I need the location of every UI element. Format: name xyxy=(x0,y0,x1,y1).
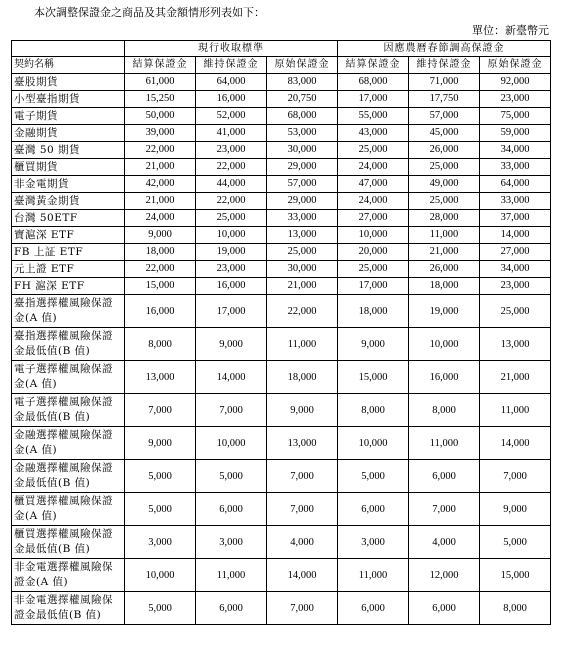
value-cell: 19,000 xyxy=(196,244,267,261)
value-cell: 34,000 xyxy=(480,261,551,278)
value-cell: 11,000 xyxy=(409,227,480,244)
table-row xyxy=(12,210,551,227)
table-row xyxy=(12,493,551,526)
value-cell: 55,000 xyxy=(338,108,409,125)
value-cell: 6,000 xyxy=(338,493,409,526)
value-cell: 27,000 xyxy=(338,210,409,227)
contract-name: 非金電期貨 xyxy=(12,176,125,193)
value-cell: 9,000 xyxy=(196,328,267,361)
value-cell: 3,000 xyxy=(125,526,196,559)
value-cell: 25,000 xyxy=(409,193,480,210)
table-row xyxy=(12,295,551,328)
contract-name: 金融選擇權風險保證金(A 值) xyxy=(12,427,125,460)
value-cell: 10,000 xyxy=(338,227,409,244)
contract-name: 臺股期貨 xyxy=(12,74,125,91)
value-cell: 25,000 xyxy=(338,261,409,278)
value-cell: 9,000 xyxy=(267,394,338,427)
value-cell: 17,000 xyxy=(196,295,267,328)
unit-label: 單位：新臺幣元 xyxy=(472,24,549,37)
contract-name: 金融期貨 xyxy=(12,125,125,142)
group-header-blank xyxy=(12,41,125,57)
value-cell: 11,000 xyxy=(196,559,267,592)
value-cell: 23,000 xyxy=(480,91,551,108)
column-header-row xyxy=(12,57,551,74)
value-cell: 14,000 xyxy=(267,559,338,592)
contract-name: 小型臺指期貨 xyxy=(12,91,125,108)
value-cell: 21,000 xyxy=(125,193,196,210)
table-row xyxy=(12,394,551,427)
column-header: 維持保證金 xyxy=(196,57,267,74)
value-cell: 14,000 xyxy=(480,227,551,244)
value-cell: 11,000 xyxy=(267,328,338,361)
value-cell: 11,000 xyxy=(338,559,409,592)
value-cell: 24,000 xyxy=(125,210,196,227)
value-cell: 7,000 xyxy=(480,460,551,493)
column-header: 維持保證金 xyxy=(409,57,480,74)
value-cell: 33,000 xyxy=(267,210,338,227)
column-header: 原始保證金 xyxy=(480,57,551,74)
value-cell: 9,000 xyxy=(480,493,551,526)
value-cell: 22,000 xyxy=(267,295,338,328)
value-cell: 6,000 xyxy=(196,592,267,625)
value-cell: 6,000 xyxy=(409,592,480,625)
column-header: 原始保證金 xyxy=(267,57,338,74)
value-cell: 7,000 xyxy=(125,394,196,427)
table-row xyxy=(12,592,551,625)
value-cell: 16,000 xyxy=(196,278,267,295)
value-cell: 23,000 xyxy=(480,278,551,295)
value-cell: 59,000 xyxy=(480,125,551,142)
value-cell: 16,000 xyxy=(196,91,267,108)
intro-text: 本次調整保證金之商品及其金額情形列表如下： xyxy=(34,6,265,19)
value-cell: 44,000 xyxy=(196,176,267,193)
value-cell: 71,000 xyxy=(409,74,480,91)
value-cell: 10,000 xyxy=(409,328,480,361)
contract-name: 金融選擇權風險保證金最低值(B 值) xyxy=(12,460,125,493)
value-cell: 16,000 xyxy=(125,295,196,328)
table-row xyxy=(12,261,551,278)
value-cell: 8,000 xyxy=(409,394,480,427)
group-header-row xyxy=(12,41,551,57)
value-cell: 4,000 xyxy=(267,526,338,559)
table-row xyxy=(12,108,551,125)
value-cell: 10,000 xyxy=(196,427,267,460)
value-cell: 18,000 xyxy=(338,295,409,328)
value-cell: 24,000 xyxy=(338,193,409,210)
value-cell: 7,000 xyxy=(409,493,480,526)
value-cell: 11,000 xyxy=(409,427,480,460)
value-cell: 23,000 xyxy=(196,142,267,159)
contract-name: 臺灣黃金期貨 xyxy=(12,193,125,210)
value-cell: 25,000 xyxy=(267,244,338,261)
value-cell: 25,000 xyxy=(480,295,551,328)
value-cell: 50,000 xyxy=(125,108,196,125)
value-cell: 68,000 xyxy=(338,74,409,91)
value-cell: 13,000 xyxy=(125,361,196,394)
contract-name: 非金電選擇權風險保證金(A 值) xyxy=(12,559,125,592)
value-cell: 27,000 xyxy=(480,244,551,261)
value-cell: 13,000 xyxy=(480,328,551,361)
column-header: 結算保證金 xyxy=(338,57,409,74)
contract-name: FH 滬深 ETF xyxy=(12,278,125,295)
value-cell: 3,000 xyxy=(196,526,267,559)
table-row xyxy=(12,460,551,493)
value-cell: 29,000 xyxy=(267,159,338,176)
value-cell: 15,000 xyxy=(338,361,409,394)
value-cell: 43,000 xyxy=(338,125,409,142)
value-cell: 5,000 xyxy=(125,592,196,625)
value-cell: 24,000 xyxy=(338,159,409,176)
value-cell: 22,000 xyxy=(125,142,196,159)
value-cell: 14,000 xyxy=(480,427,551,460)
value-cell: 18,000 xyxy=(267,361,338,394)
value-cell: 25,000 xyxy=(338,142,409,159)
value-cell: 21,000 xyxy=(409,244,480,261)
value-cell: 33,000 xyxy=(480,159,551,176)
value-cell: 5,000 xyxy=(196,460,267,493)
value-cell: 6,000 xyxy=(338,592,409,625)
contract-name: 臺灣 50 期貨 xyxy=(12,142,125,159)
value-cell: 9,000 xyxy=(125,427,196,460)
value-cell: 7,000 xyxy=(267,493,338,526)
value-cell: 10,000 xyxy=(196,227,267,244)
table-row xyxy=(12,91,551,108)
value-cell: 11,000 xyxy=(480,394,551,427)
value-cell: 39,000 xyxy=(125,125,196,142)
value-cell: 22,000 xyxy=(125,261,196,278)
contract-name: 元上證 ETF xyxy=(12,261,125,278)
table-row xyxy=(12,559,551,592)
table-row xyxy=(12,193,551,210)
contract-name: 臺指選擇權風險保證金最低值(B 值) xyxy=(12,328,125,361)
value-cell: 26,000 xyxy=(409,142,480,159)
value-cell: 6,000 xyxy=(409,460,480,493)
table-row xyxy=(12,278,551,295)
value-cell: 15,250 xyxy=(125,91,196,108)
value-cell: 53,000 xyxy=(267,125,338,142)
value-cell: 22,000 xyxy=(196,159,267,176)
value-cell: 42,000 xyxy=(125,176,196,193)
group-header-current: 現行收取標準 xyxy=(125,41,338,57)
value-cell: 3,000 xyxy=(338,526,409,559)
value-cell: 7,000 xyxy=(196,394,267,427)
value-cell: 33,000 xyxy=(480,193,551,210)
value-cell: 49,000 xyxy=(409,176,480,193)
table-row xyxy=(12,328,551,361)
value-cell: 20,000 xyxy=(338,244,409,261)
value-cell: 17,750 xyxy=(409,91,480,108)
contract-name: 電子選擇權風險保證金(A 值) xyxy=(12,361,125,394)
table-row xyxy=(12,244,551,261)
value-cell: 25,000 xyxy=(409,159,480,176)
value-cell: 30,000 xyxy=(267,261,338,278)
value-cell: 25,000 xyxy=(196,210,267,227)
value-cell: 75,000 xyxy=(480,108,551,125)
value-cell: 68,000 xyxy=(267,108,338,125)
value-cell: 9,000 xyxy=(125,227,196,244)
value-cell: 7,000 xyxy=(267,460,338,493)
value-cell: 18,000 xyxy=(409,278,480,295)
value-cell: 64,000 xyxy=(480,176,551,193)
table-row xyxy=(12,427,551,460)
table-row xyxy=(12,125,551,142)
value-cell: 23,000 xyxy=(196,261,267,278)
value-cell: 13,000 xyxy=(267,227,338,244)
value-cell: 30,000 xyxy=(267,142,338,159)
value-cell: 61,000 xyxy=(125,74,196,91)
value-cell: 37,000 xyxy=(480,210,551,227)
contract-name: 櫃買選擇權風險保證金最低值(B 值) xyxy=(12,526,125,559)
value-cell: 21,000 xyxy=(480,361,551,394)
table-row xyxy=(12,176,551,193)
value-cell: 12,000 xyxy=(409,559,480,592)
value-cell: 16,000 xyxy=(409,361,480,394)
table-row xyxy=(12,227,551,244)
value-cell: 5,000 xyxy=(125,460,196,493)
value-cell: 17,000 xyxy=(338,278,409,295)
value-cell: 29,000 xyxy=(267,193,338,210)
value-cell: 17,000 xyxy=(338,91,409,108)
contract-name: 臺指選擇權風險保證金(A 值) xyxy=(12,295,125,328)
contract-name: 寶滬深 ETF xyxy=(12,227,125,244)
value-cell: 8,000 xyxy=(338,394,409,427)
table-row xyxy=(12,159,551,176)
contract-name: 台灣 50ETF xyxy=(12,210,125,227)
table-row xyxy=(12,74,551,91)
value-cell: 5,000 xyxy=(480,526,551,559)
contract-name-header: 契約名稱 xyxy=(12,57,125,74)
value-cell: 15,000 xyxy=(480,559,551,592)
value-cell: 6,000 xyxy=(196,493,267,526)
value-cell: 10,000 xyxy=(125,559,196,592)
value-cell: 14,000 xyxy=(196,361,267,394)
value-cell: 8,000 xyxy=(480,592,551,625)
value-cell: 5,000 xyxy=(125,493,196,526)
value-cell: 4,000 xyxy=(409,526,480,559)
value-cell: 28,000 xyxy=(409,210,480,227)
contract-name: 櫃買期貨 xyxy=(12,159,125,176)
value-cell: 10,000 xyxy=(338,427,409,460)
value-cell: 83,000 xyxy=(267,74,338,91)
table-row xyxy=(12,526,551,559)
value-cell: 64,000 xyxy=(196,74,267,91)
value-cell: 21,000 xyxy=(125,159,196,176)
value-cell: 57,000 xyxy=(267,176,338,193)
table-row xyxy=(12,361,551,394)
value-cell: 7,000 xyxy=(267,592,338,625)
value-cell: 92,000 xyxy=(480,74,551,91)
value-cell: 20,750 xyxy=(267,91,338,108)
value-cell: 9,000 xyxy=(338,328,409,361)
value-cell: 21,000 xyxy=(267,278,338,295)
value-cell: 41,000 xyxy=(196,125,267,142)
contract-name: 電子期貨 xyxy=(12,108,125,125)
value-cell: 18,000 xyxy=(125,244,196,261)
contract-name: 非金電選擇權風險保證金最低值(B 值) xyxy=(12,592,125,625)
contract-name: FB 上証 ETF xyxy=(12,244,125,261)
value-cell: 57,000 xyxy=(409,108,480,125)
value-cell: 13,000 xyxy=(267,427,338,460)
value-cell: 26,000 xyxy=(409,261,480,278)
value-cell: 47,000 xyxy=(338,176,409,193)
value-cell: 15,000 xyxy=(125,278,196,295)
contract-name: 電子選擇權風險保證金最低值(B 值) xyxy=(12,394,125,427)
value-cell: 22,000 xyxy=(196,193,267,210)
table-row xyxy=(12,142,551,159)
value-cell: 19,000 xyxy=(409,295,480,328)
value-cell: 5,000 xyxy=(338,460,409,493)
value-cell: 8,000 xyxy=(125,328,196,361)
group-header-raised: 因應農曆春節調高保證金 xyxy=(338,41,551,57)
value-cell: 34,000 xyxy=(480,142,551,159)
value-cell: 52,000 xyxy=(196,108,267,125)
margin-table xyxy=(11,40,551,625)
value-cell: 45,000 xyxy=(409,125,480,142)
contract-name: 櫃買選擇權風險保證金(A 值) xyxy=(12,493,125,526)
column-header: 結算保證金 xyxy=(125,57,196,74)
